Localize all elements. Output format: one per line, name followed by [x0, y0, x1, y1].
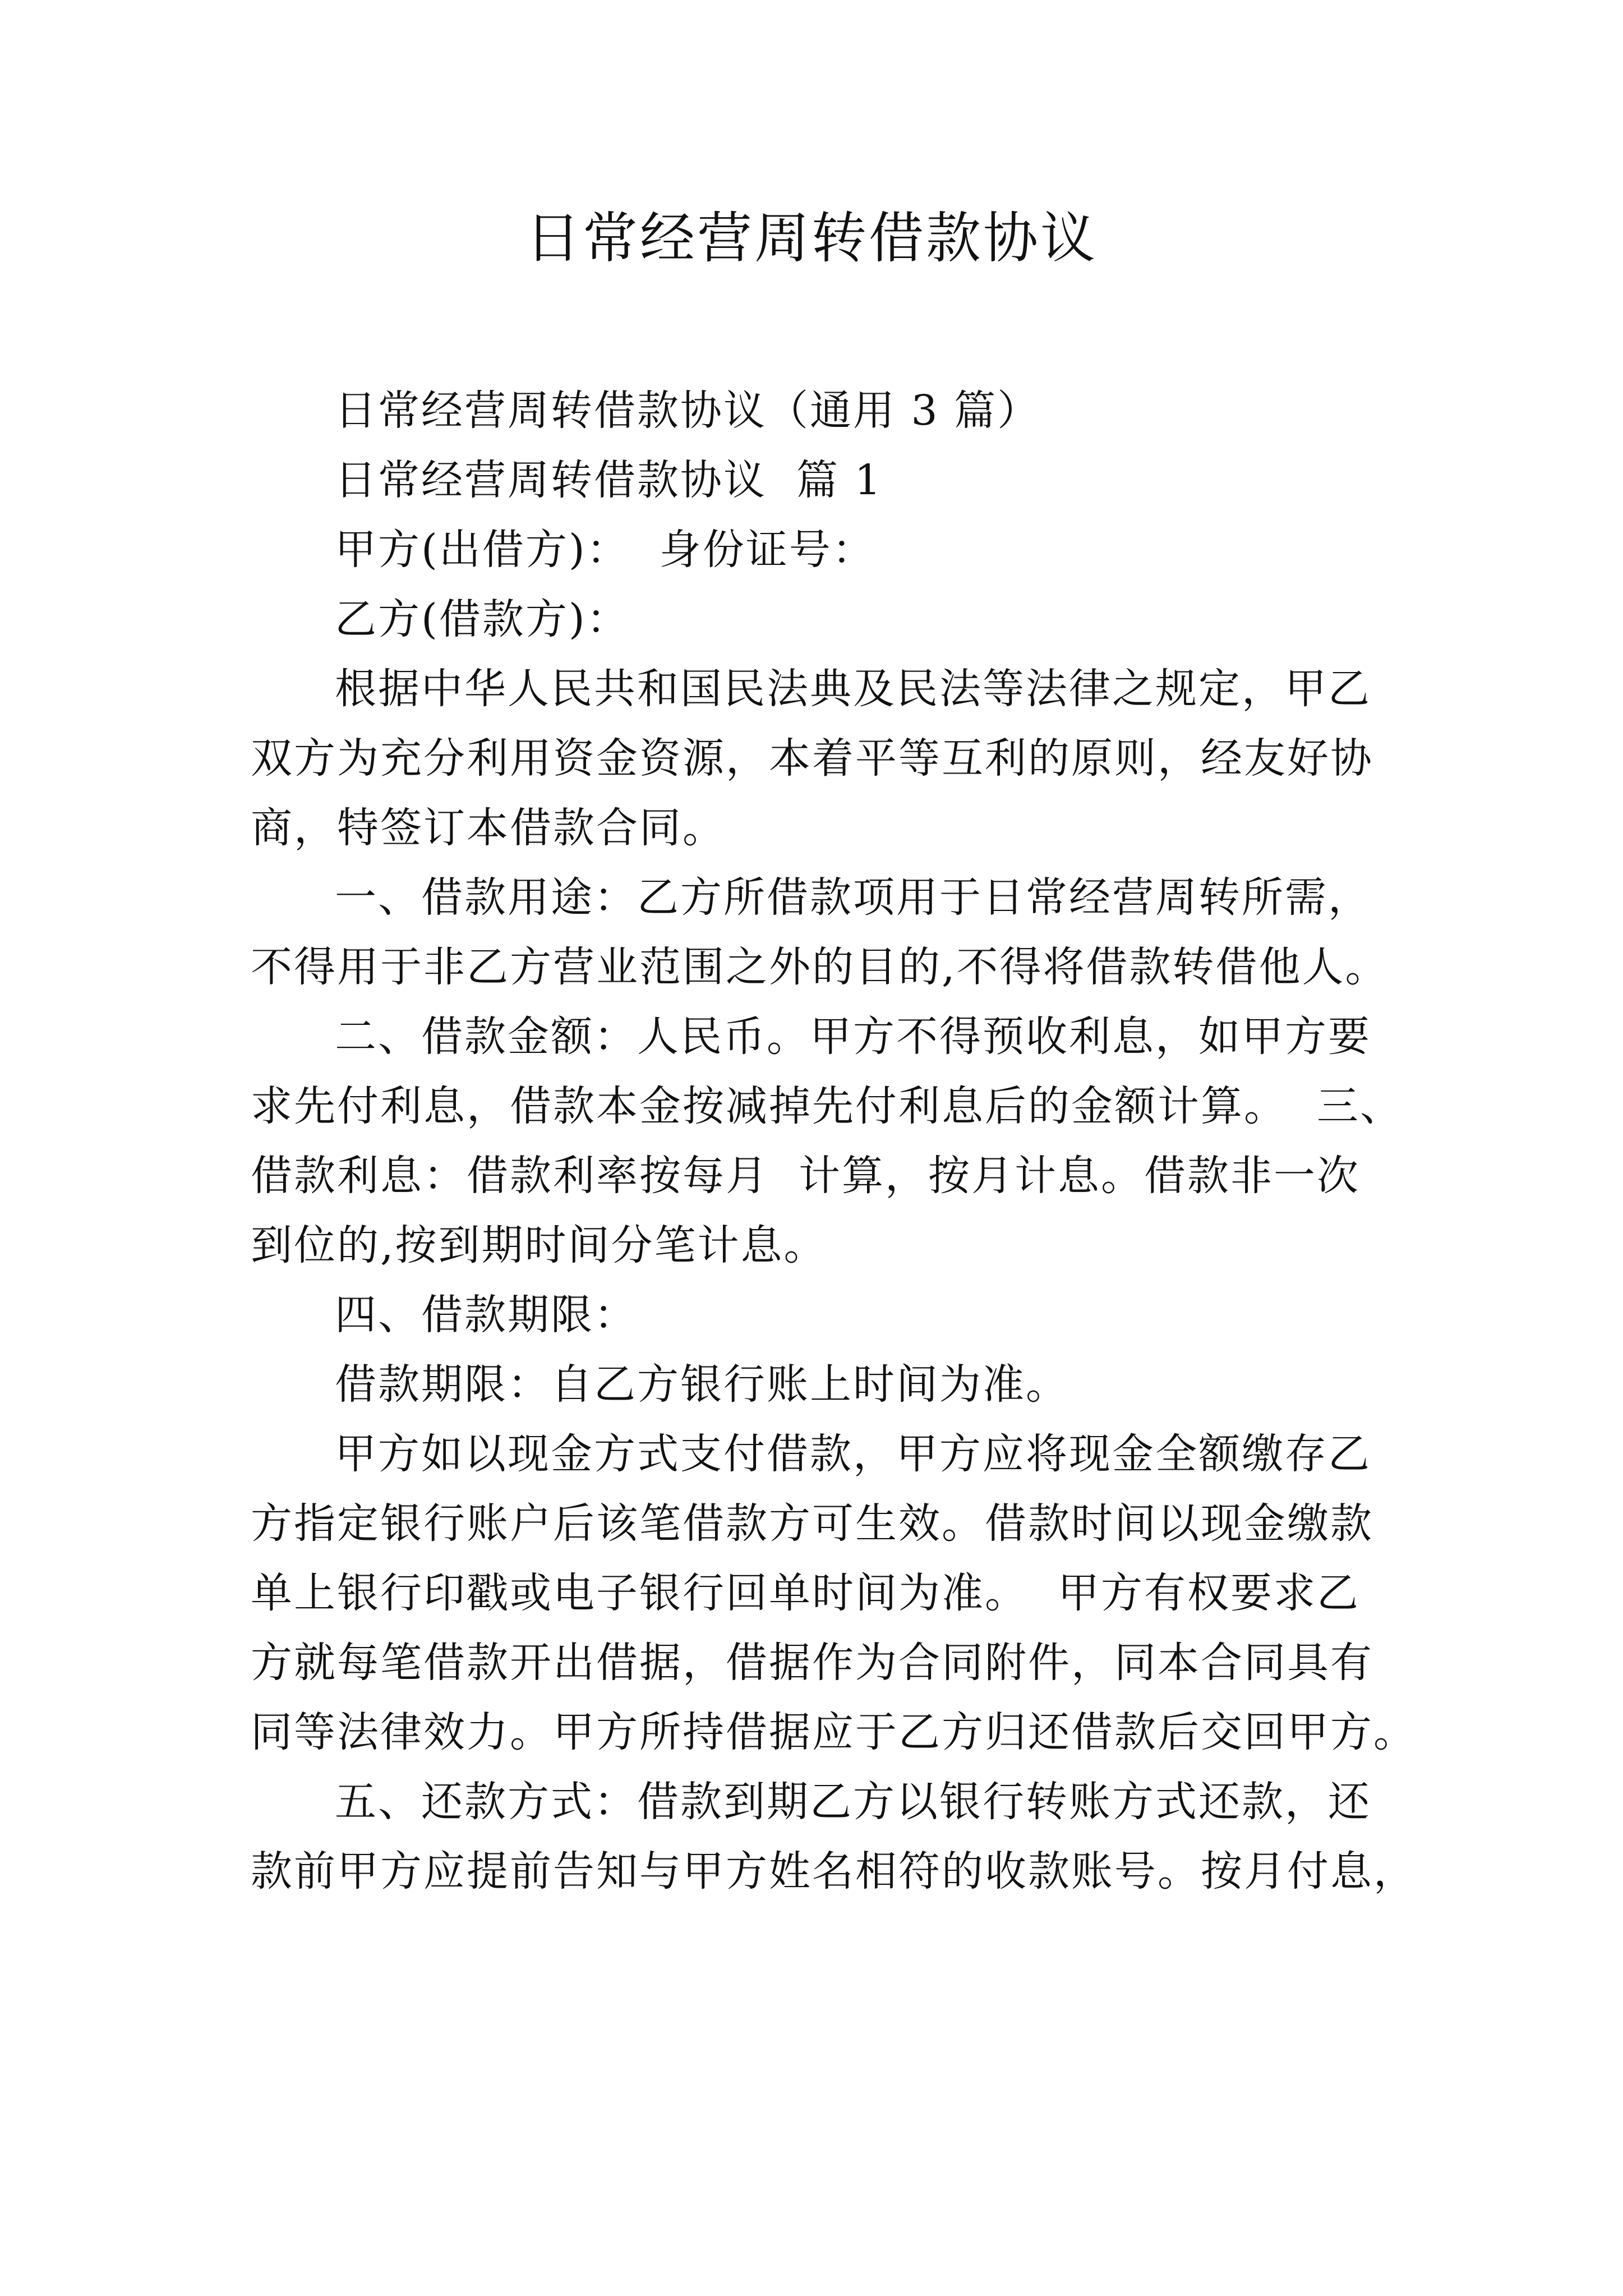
- text-line: 不得用于非乙方营业范围之外的目的,不得将借款转借他人。: [251, 943, 1389, 991]
- text-line: 求先付利息，借款本金按减掉先付利息后的金额计算。 三、: [251, 1082, 1404, 1130]
- text-line: 双方为充分利用资金资源，本着平等互利的原则，经友好协: [251, 734, 1373, 783]
- text-line: 到位的,按到期时间分笔计息。: [251, 1221, 827, 1269]
- text-line: 一、借款用途：乙方所借款项用于日常经营周转所需，: [335, 873, 1371, 922]
- text-line: 方就每笔借款开出借据，借据作为合同附件，同本合同具有: [251, 1639, 1373, 1687]
- text-line: 同等法律效力。甲方所持借据应于乙方归还借款后交回甲方。: [251, 1708, 1417, 1756]
- text-line: 二、借款金额：人民币。甲方不得预收利息，如甲方要: [335, 1013, 1371, 1061]
- text-line: 单上银行印戳或电子银行回单时间为准。 甲方有权要求乙: [251, 1569, 1361, 1617]
- text-line: 五、还款方式：借款到期乙方以银行转账方式还款，还: [335, 1778, 1371, 1826]
- text-line: 借款利息：借款利率按每月 计算，按月计息。借款非一次: [251, 1152, 1361, 1200]
- text-line: 日常经营周转借款协议 篇 1: [335, 456, 883, 504]
- document-title: 日常经营周转借款协议: [525, 206, 1098, 270]
- text-line: 款前甲方应提前告知与甲方姓名相符的收款账号。按月付息，: [251, 1847, 1417, 1895]
- text-line: 借款期限：自乙方银行账上时间为准。: [335, 1360, 1069, 1409]
- text-line: 日常经营周转借款协议（通用 3 篇）: [335, 386, 1041, 435]
- text-line: 乙方(借款方)：: [335, 595, 630, 643]
- text-line: 根据中华人民共和国民法典及民法等法律之规定，甲乙: [335, 665, 1371, 713]
- text-line: 商，特签订本借款合同。: [251, 804, 726, 852]
- text-line: 甲方如以现金方式支付借款，甲方应将现金全额缴存乙: [335, 1430, 1371, 1478]
- text-line: 方指定银行账户后该笔借款方可生效。借款时间以现金缴款: [251, 1499, 1373, 1548]
- text-line: 四、借款期限：: [335, 1291, 637, 1339]
- document-body: [251, 376, 1417, 1906]
- text-line: 甲方(出借方)： 身份证号：: [335, 526, 875, 574]
